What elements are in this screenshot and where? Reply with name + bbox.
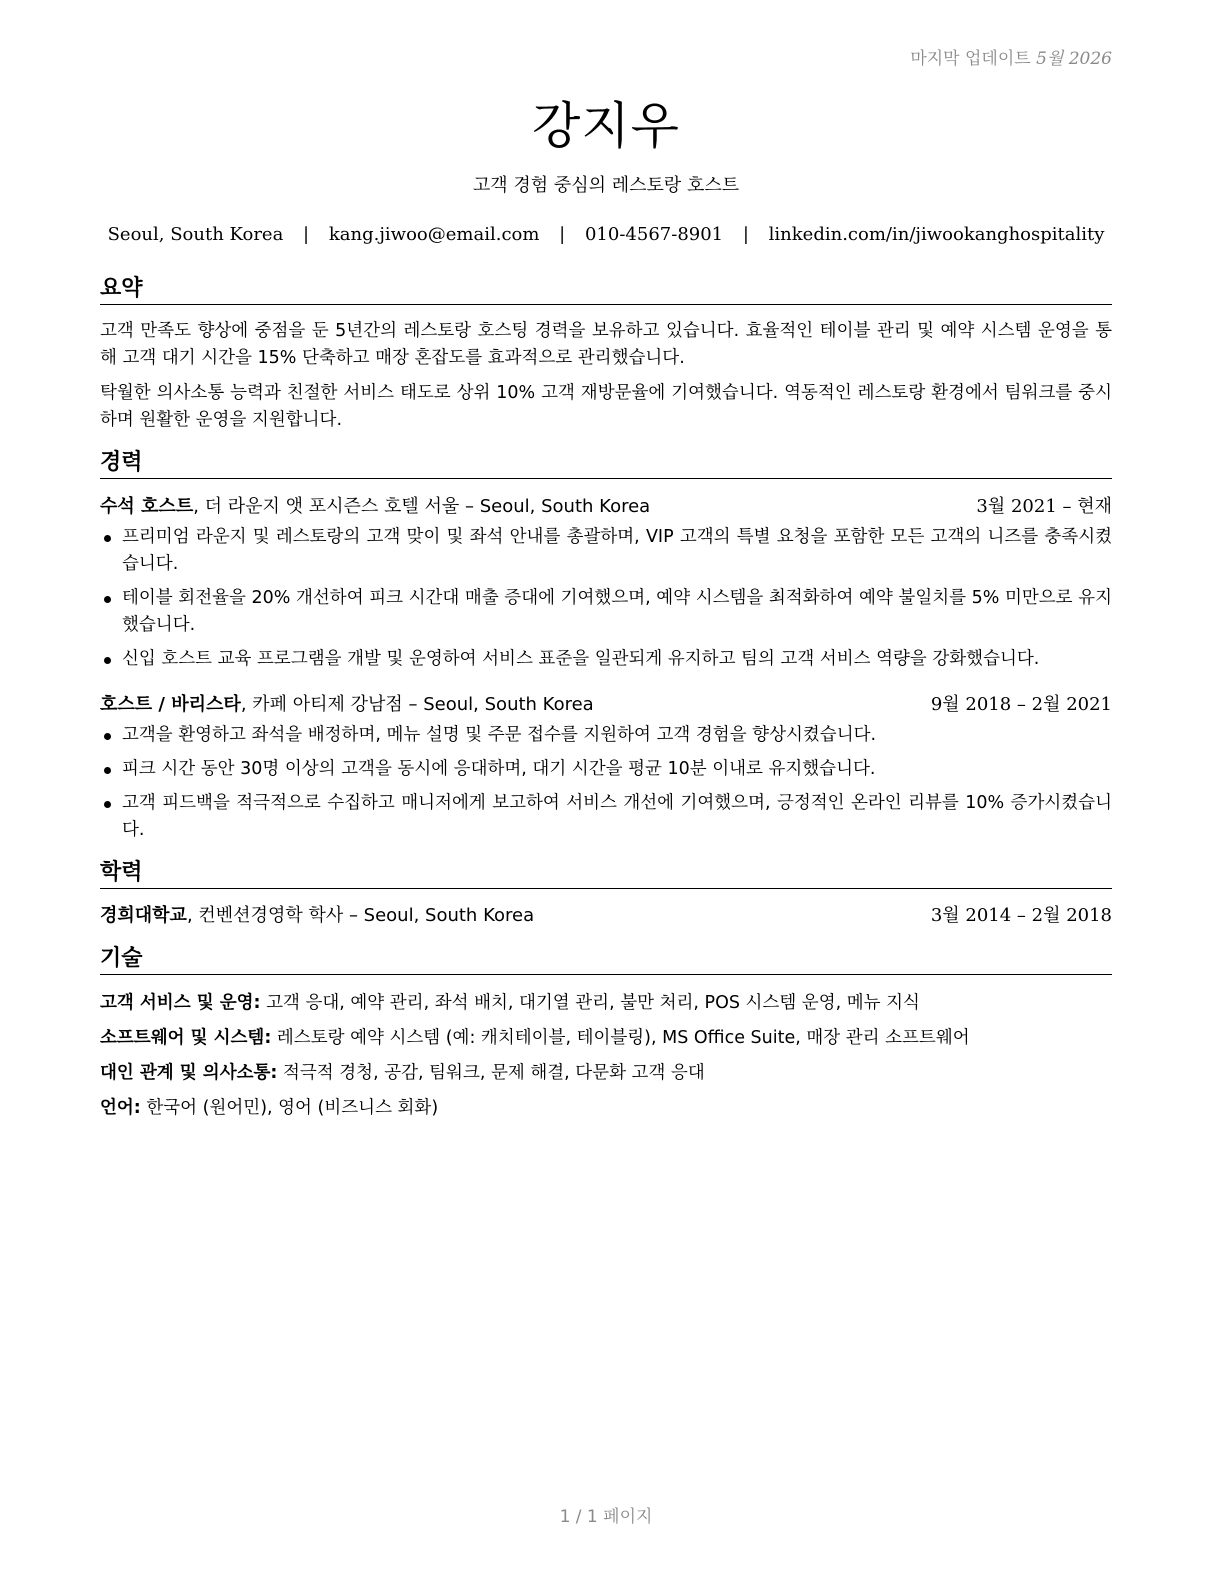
last-updated-label: 마지막 업데이트	[910, 49, 1031, 69]
education-entry	[100, 903, 1112, 929]
job-dates: 3월 2021 – 현재	[976, 496, 1112, 517]
education-school: 경희대학교	[100, 905, 187, 926]
skill-values: 한국어 (원어민), 영어 (비즈니스 회화)	[140, 1098, 439, 1118]
job-role: 수석 호스트	[100, 496, 194, 517]
job-bullet: 고객을 환영하고 좌석을 배정하며, 메뉴 설명 및 주문 접수를 지원하여 고객 경험을 향상시켰습니다.	[100, 722, 1112, 749]
contact-location: Seoul, South Korea	[107, 224, 284, 245]
last-updated-date: 5월 2026	[1036, 49, 1112, 69]
last-updated	[910, 44, 1112, 69]
job-bullets	[100, 524, 1112, 680]
summary-paragraph: 탁월한 의사소통 능력과 친절한 서비스 태도로 상위 10% 고객 재방문율에 기여했습니다. 역동적인 레스토랑 환경에서 팀워크를 중시하며 원활한 운영을 지원합니다.	[100, 383, 1112, 430]
contact-separator: |	[742, 224, 749, 245]
skill-category: 소프트웨어 및 시스템:	[100, 1028, 272, 1048]
contact-line	[100, 224, 1112, 245]
page-number: 1 / 1 페이지	[559, 1507, 653, 1527]
job-dates: 9월 2018 – 2월 2021	[930, 694, 1112, 715]
job-bullet: 프리미엄 라운지 및 레스토랑의 고객 맞이 및 좌석 안내를 총괄하며, VIP 고객의 특별 요청을 포함한 모든 고객의 니즈를 충족시켰습니다.	[100, 524, 1112, 578]
job-header	[100, 494, 1112, 520]
section-title-education: 학력	[100, 860, 1112, 889]
contact-linkedin[interactable]: linkedin.com/in/jiwookanghospitality	[768, 224, 1105, 245]
education-detail: , 컨벤션경영학 학사 – Seoul, South Korea	[186, 905, 535, 926]
contact-email[interactable]: kang.jiwoo@email.com	[328, 224, 540, 245]
section-title-summary: 요약	[100, 276, 1112, 305]
skill-category: 언어:	[100, 1098, 141, 1118]
contact-separator: |	[303, 224, 310, 245]
summary-paragraph: 고객 만족도 향상에 중점을 둔 5년간의 레스토랑 호스팅 경력을 보유하고 있습니다. 효율적인 테이블 관리 및 예약 시스템 운영을 통해 고객 대기 시간을 15% 단축하고 매장 혼잡도를 효과적으로 관리했습니다.	[100, 321, 1112, 368]
candidate-name: 강지우	[532, 97, 680, 155]
contact-phone: 010-4567-8901	[584, 224, 724, 245]
section-title-skills: 기술	[100, 946, 1112, 975]
skill-values: 고객 응대, 예약 관리, 좌석 배치, 대기열 관리, 불만 처리, POS 시스템 운영, 메뉴 지식	[260, 993, 920, 1013]
skill-values: 레스토랑 예약 시스템 (예: 캐치테이블, 테이블링), MS Office Suite, 매장 관리 소프트웨어	[271, 1028, 970, 1048]
contact-separator: |	[559, 224, 566, 245]
skill-line	[100, 1025, 1112, 1051]
job-org: , 더 라운지 앳 포시즌스 호텔 서울 – Seoul, South Korea	[193, 496, 651, 517]
job-org: , 카페 아티제 강남점 – Seoul, South Korea	[240, 694, 594, 715]
education-dates: 3월 2014 – 2월 2018	[930, 905, 1112, 926]
skill-line	[100, 1060, 1112, 1086]
job-bullet: 신입 호스트 교육 프로그램을 개발 및 운영하여 서비스 표준을 일관되게 유지하고 팀의 고객 서비스 역량을 강화했습니다.	[100, 646, 1112, 673]
skill-category: 대인 관계 및 의사소통:	[100, 1063, 278, 1083]
job-role: 호스트 / 바리스타	[100, 694, 241, 715]
resume-page	[100, 0, 1112, 1584]
section-title-experience: 경력	[100, 450, 1112, 479]
job-bullet: 고객 피드백을 적극적으로 수집하고 매니저에게 보고하여 서비스 개선에 기여했으며, 긍정적인 온라인 리뷰를 10% 증가시켰습니다.	[100, 790, 1112, 844]
job-bullet: 피크 시간 동안 30명 이상의 고객을 동시에 응대하며, 대기 시간을 평균 10분 이내로 유지했습니다.	[100, 756, 1112, 783]
job-bullet: 테이블 회전율을 20% 개선하여 피크 시간대 매출 증대에 기여했으며, 예약 시스템을 최적화하여 예약 불일치를 5% 미만으로 유지했습니다.	[100, 585, 1112, 639]
tagline: 고객 경험 중심의 레스토랑 호스트	[472, 175, 740, 196]
skill-line	[100, 990, 1112, 1016]
job-bullets	[100, 722, 1112, 851]
skill-category: 고객 서비스 및 운영:	[100, 993, 261, 1013]
skill-values: 적극적 경청, 공감, 팀워크, 문제 해결, 다문화 고객 응대	[277, 1063, 705, 1083]
skill-line	[100, 1095, 1112, 1121]
job-header	[100, 692, 1112, 718]
